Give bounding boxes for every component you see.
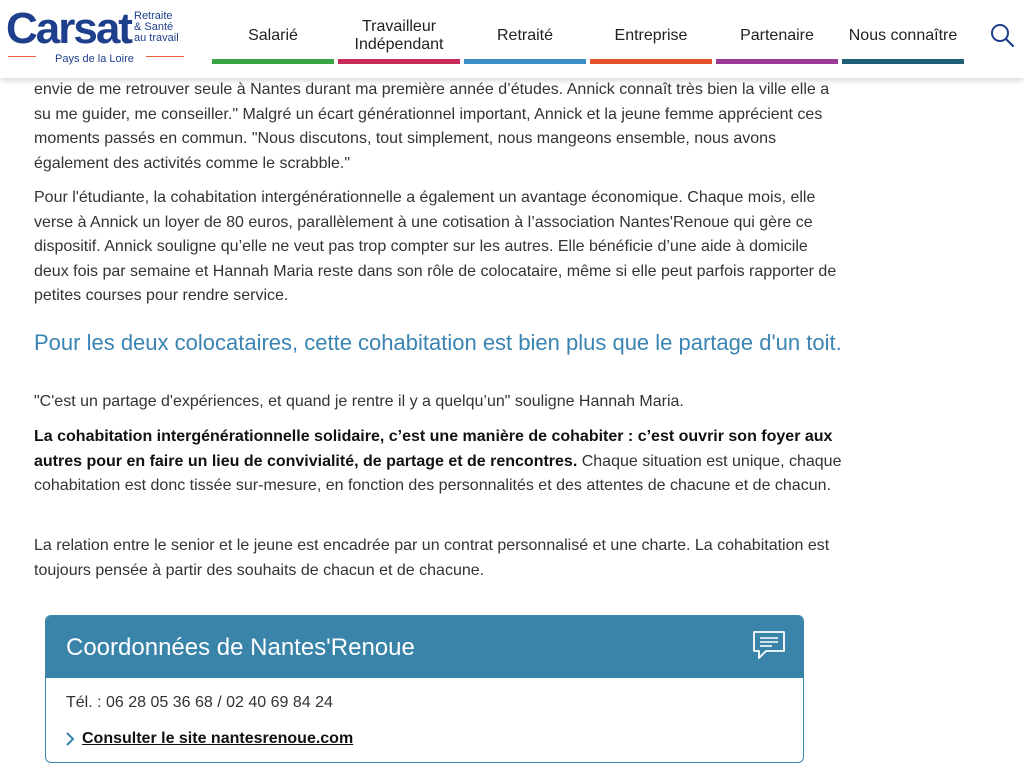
nav-nous-connaitre[interactable] (842, 8, 964, 64)
logo-tagline-2: & Santé (134, 21, 174, 33)
nav-partenaire[interactable] (716, 8, 838, 64)
logo-divider-right (146, 56, 184, 57)
carsat-logo[interactable] (6, 6, 186, 66)
article-paragraph: La relation entre le senior et le jeune est encadrée par un contrat personnalisé et une charte. La cohabitation est toujours pensée à partir des souhaits de chacun et de chacune. (34, 537, 830, 579)
nav-underline (716, 59, 838, 64)
website-link-label[interactable]: Consulter le site nantesrenoue.com (82, 730, 354, 747)
logo-tagline (134, 11, 194, 44)
nav-label: Nous connaître (848, 27, 958, 44)
article-paragraph: Pour l'étudiante, la cohabitation intergénérationnelle a également un avantage économique. Chaque mois, elle verse à Annick un loyer de 80 euros, parallèlement à une cotisation à l’association Nantes'Renoue qui gère ce dispositif. Annick souligne qu’elle ne veut pas trop compter sur les autres. Elle bénéficie d’une aide à domicile deux fois par semaine et Hannah Maria reste dans son rôle de colocataire, même si elle peut parfois rapporter de petites courses pour rendre service. (34, 189, 837, 304)
nav-retraite[interactable] (464, 8, 586, 64)
contact-card (45, 615, 804, 763)
site-header (0, 0, 1024, 78)
logo-tagline-1: Retraite (134, 10, 173, 22)
nav-travailleur-independant[interactable] (338, 8, 460, 64)
nav-label: Salarié (248, 27, 298, 44)
search-button[interactable] (989, 22, 1015, 48)
logo-brand: Carsat (6, 4, 131, 53)
nav-entreprise[interactable] (590, 8, 712, 64)
search-icon (989, 22, 1015, 48)
logo-region: Pays de la Loire (55, 53, 134, 65)
nav-underline (212, 59, 334, 64)
chevron-right-icon (64, 731, 76, 747)
nav-salarie[interactable] (212, 8, 334, 64)
nav-label: Travailleur Indépendant (354, 18, 444, 53)
article-quote: "C'est un partage d'expériences, et quand je rentre il y a quelqu’un" souligne Hannah Maria. (34, 393, 684, 410)
nav-underline (464, 59, 586, 64)
contact-card-header (46, 616, 803, 678)
contact-phone: Tél. : 06 28 05 36 68 / 02 40 69 84 24 (66, 694, 333, 711)
logo-tagline-3: au travail (134, 32, 179, 44)
section-heading: Pour les deux colocataires, cette cohabitation est bien plus que le partage d'un toit. (34, 330, 842, 355)
contact-card-title: Coordonnées de Nantes'Renoue (66, 634, 415, 661)
nav-label: Partenaire (740, 27, 814, 44)
article-paragraph (34, 425, 844, 499)
speech-bubble-icon (752, 630, 786, 660)
paragraph-continuation: Chaque situation est unique, chaque cohabitation est donc tissée sur-mesure, en fonction des personnalités et des attentes de chacune et de chacun. (34, 452, 842, 494)
bold-statement: La cohabitation intergénérationnelle solidaire, c’est une manière de cohabiter : c’est ouvrir son foyer aux autres pour en faire un lieu de convivialité, de partage et de rencontres. (34, 428, 833, 470)
article-paragraph: envie de me retrouver seule à Nantes durant ma première année d’études. Annick connaît très bien la ville elle a su me guider, me conseiller." Malgré un écart générationnel important, Annick et la jeune femme apprécient ces moments passés en commun. "Nous discutons, tout simplement, nous mangeons ensemble, nous avons également des activités comme le scrabble." (34, 81, 830, 172)
nav-underline (338, 59, 460, 64)
nav-underline (590, 59, 712, 64)
nav-label: Retraité (496, 27, 554, 44)
nav-underline (842, 59, 964, 64)
contact-website-link[interactable] (64, 728, 353, 750)
nav-label: Entreprise (614, 27, 688, 44)
logo-divider-left (8, 56, 36, 57)
